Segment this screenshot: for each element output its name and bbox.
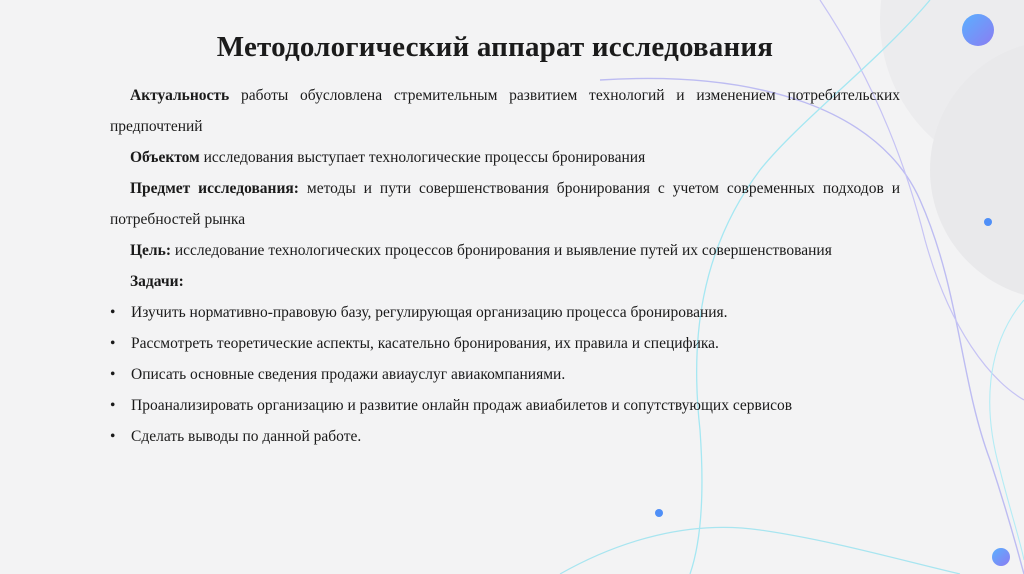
slide-content [110,80,900,452]
bullet-icon: • [110,397,116,414]
list-item [110,359,900,390]
bullet-icon: • [110,304,116,321]
relevance-paragraph [110,80,900,142]
subject-text: методы и пути совершенствования бронирования с учетом современных подходов и потребностей рынка [110,180,900,228]
goal-text: исследование технологических процессов бронирования и выявление путей их совершенствования [171,242,832,259]
tasks-heading: Задачи: [130,273,184,290]
tasks-list [110,297,900,452]
task-text: Проанализировать организацию и развитие онлайн продаж авиабилетов и сопутствующих сервисов [131,397,793,414]
decorative-curve [560,527,960,574]
list-item [110,390,900,421]
goal-label: Цель: [130,242,171,259]
subject-paragraph [110,173,900,235]
bullet-icon: • [110,366,116,383]
bullet-icon: • [110,428,116,445]
decorative-dot [655,509,663,517]
task-text: Описать основные сведения продажи авиауслуг авиакомпаниями. [131,366,566,383]
list-item [110,328,900,359]
object-label: Объектом [130,149,200,166]
relevance-text: работы обусловлена стремительным развитием технологий и изменением потребительских предпочтений [110,87,900,135]
list-item [110,297,900,328]
decorative-dot [992,548,1010,566]
relevance-label: Актуальность [130,87,230,104]
subject-label: Предмет исследования: [130,180,299,197]
object-paragraph [110,142,900,173]
goal-paragraph [110,235,900,266]
task-text: Рассмотреть теоретические аспекты, касательно бронирования, их правила и специфика. [131,335,719,352]
decorative-curve [990,300,1024,560]
object-text: исследования выступает технологические процессы бронирования [199,149,646,166]
decorative-dot [984,218,992,226]
page-title: Методологический аппарат исследования [216,31,774,64]
task-text: Сделать выводы по данной работе. [131,428,362,445]
task-text: Изучить нормативно-правовую базу, регулирующая организацию процесса бронирования. [131,304,728,321]
bullet-icon: • [110,335,116,352]
list-item [110,421,900,452]
